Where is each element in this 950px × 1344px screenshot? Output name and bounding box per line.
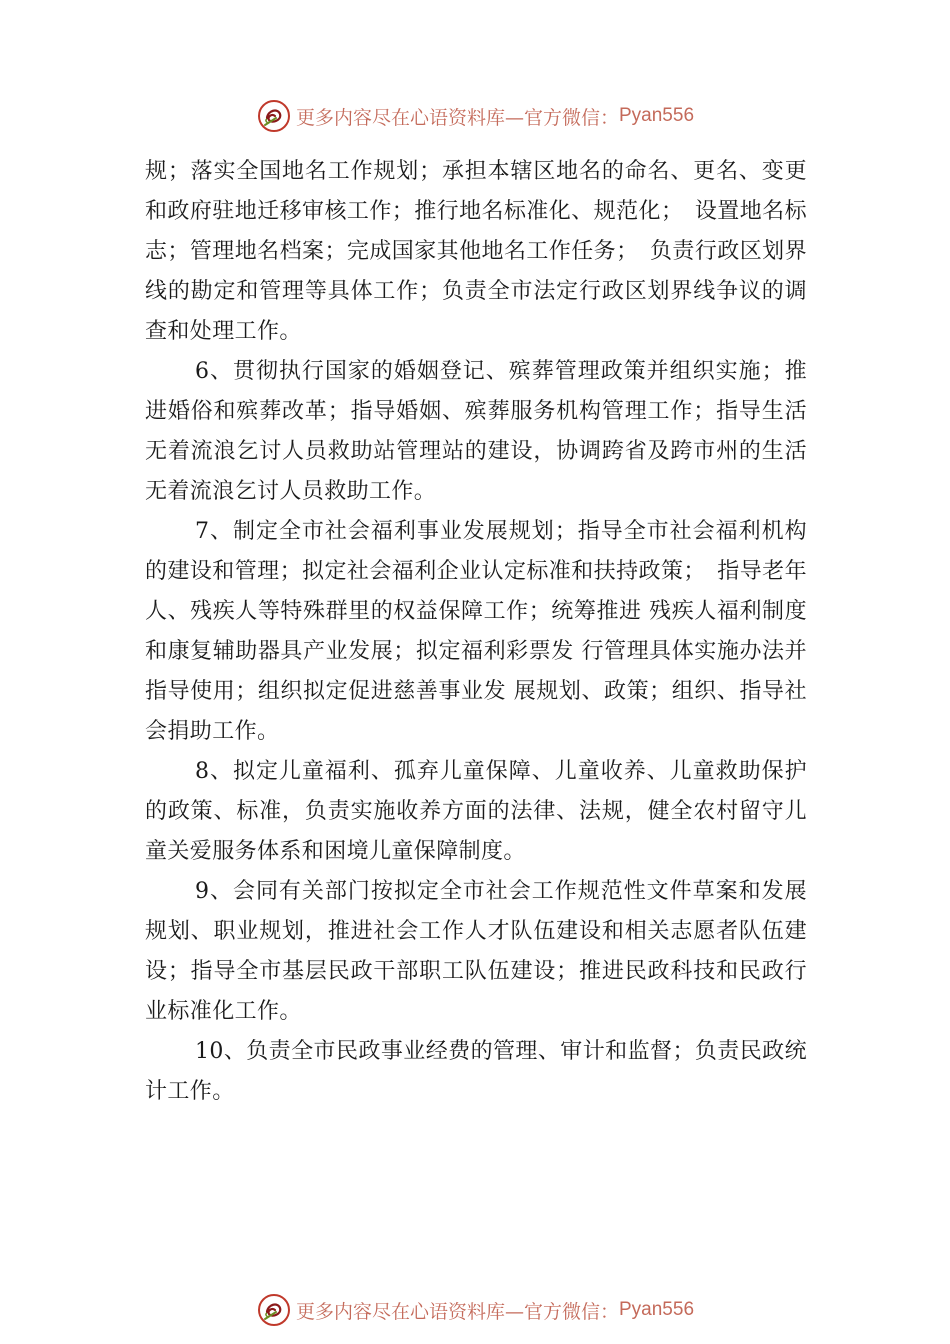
banner-text: 更多内容尽在心语资料库—官方微信： xyxy=(295,1300,619,1323)
rose-logo-icon xyxy=(256,1292,292,1328)
header-watermark-banner xyxy=(0,96,950,136)
banner-wechat-id: Pyan556 xyxy=(619,105,695,126)
paragraph-item-10: 10、负责全市民政事业经费的管理、审计和监督；负责民政统计工作。 xyxy=(145,1039,807,1104)
banner-text: 更多内容尽在心语资料库—官方微信： xyxy=(295,106,619,129)
rose-logo-icon xyxy=(256,98,292,134)
paragraph-item-9: 9、会同有关部门按拟定全市社会工作规范性文件草案和发展规划、职业规划，推进社会工作人才队伍建设和相关志愿者队伍建设；指导全市基层民政干部职工队伍建设；推进民政科技和民政行业标准化工作。 xyxy=(145,879,807,1024)
paragraph-item-7: 7、制定全市社会福利事业发展规划；指导全市社会福利机构的建设和管理；拟定社会福利企业认定标准和扶持政策； 指导老年人、残疾人等特殊群里的权益保障工作；统筹推进 残疾人福利制度和康复辅助器具产业发展；拟定福利彩票发 行管理具体实施办法并指导使用；组织拟定促进慈善事业发 展规划、政策；组织、指导社会捐助工作。 xyxy=(145,519,807,744)
paragraph-item-6: 6、贯彻执行国家的婚姻登记、殡葬管理政策并组织实施；推进婚俗和殡葬改革；指导婚姻、殡葬服务机构管理工作；指导生活无着流浪乞讨人员救助站管理站的建设，协调跨省及跨市州的生活无着流浪乞讨人员救助工作。 xyxy=(145,359,807,504)
paragraph-item-8: 8、拟定儿童福利、孤弃儿童保障、儿童收养、儿童救助保护的政策、标准，负责实施收养方面的法律、法规，健全农村留守儿童关爱服务体系和困境儿童保障制度。 xyxy=(145,759,807,864)
paragraph-continuation: 规；落实全国地名工作规划；承担本辖区地名的命名、更名、变更和政府驻地迁移审核工作；推行地名标准化、规范化； 设置地名标志；管理地名档案；完成国家其他地名工作任务； 负责行政区划界线的勘定和管理等具体工作；负责全市法定行政区划界线争议的调查和处理工作。 xyxy=(145,159,807,344)
document-body xyxy=(145,152,807,1112)
footer-watermark-banner xyxy=(0,1290,950,1330)
banner-wechat-id: Pyan556 xyxy=(619,1299,695,1320)
